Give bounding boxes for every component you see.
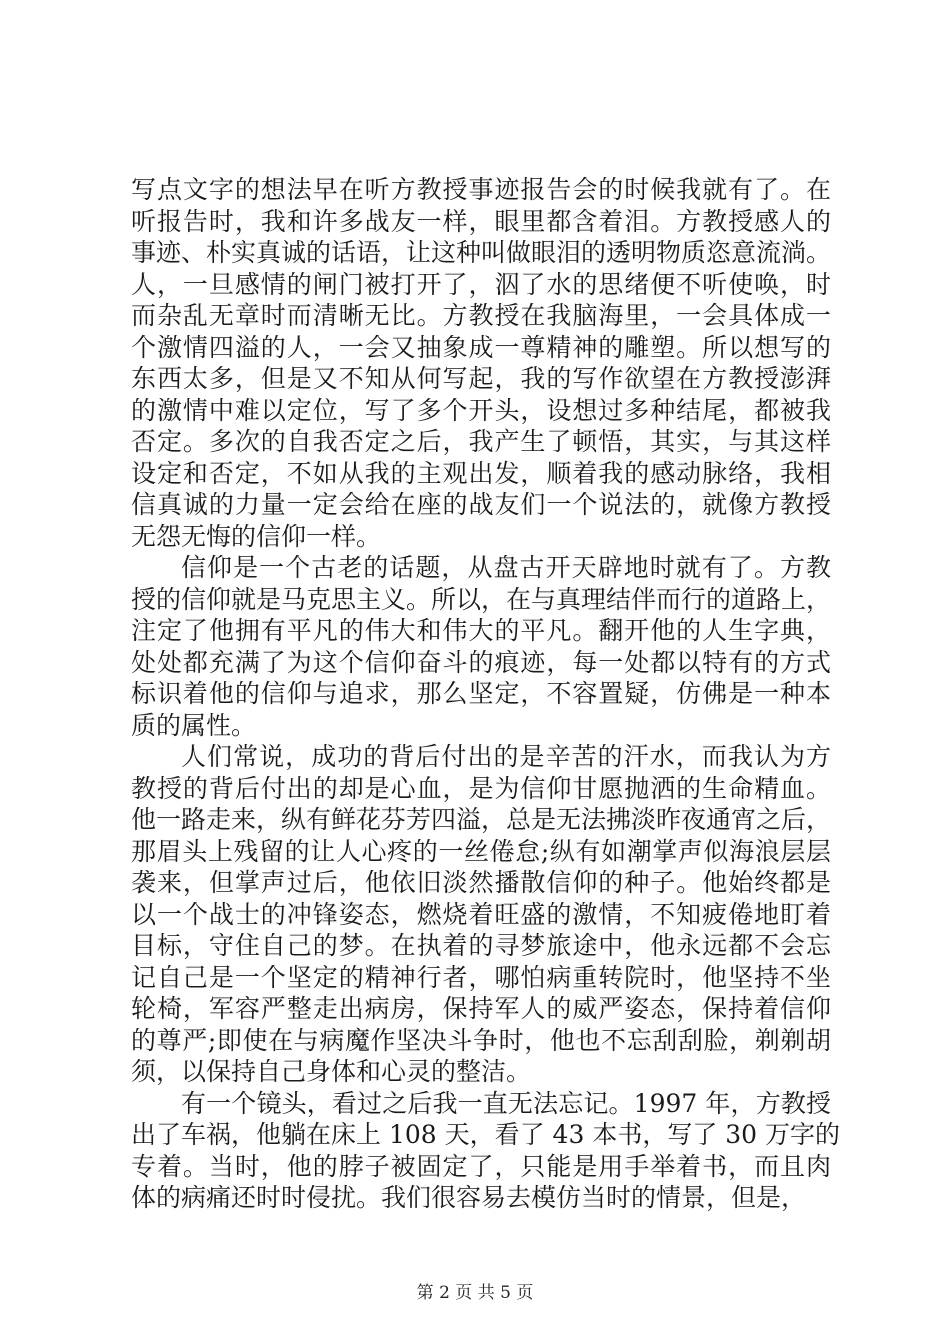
paragraph-line: 的尊严;即使在与病魔作坚决斗争时，他也不忘刮刮脸，剃剃胡 [131, 1025, 831, 1055]
paragraph-line: 以一个战士的冲锋姿态，燃烧着旺盛的激情，不知疲倦地盯着 [131, 899, 831, 929]
paragraph-line: 须，以保持自己身体和心灵的整洁。 [131, 1057, 532, 1086]
paragraph-line: 无怨无悔的信仰一样。 [131, 521, 382, 551]
paragraph-line: 否定。多次的自我否定之后，我产生了顿悟，其实，与其这样 [131, 427, 831, 456]
paragraph-line: 那眉头上残留的让人心疼的一丝倦怠;纵有如潮掌声似海浪层层 [131, 836, 831, 866]
paragraph-line: 人，一旦感情的闸门被打开了，泅了水的思绪便不听使唤，时 [131, 269, 831, 299]
paragraph-line: 而杂乱无章时而清晰无比。方教授在我脑海里，一会具体成一 [131, 301, 831, 330]
paragraph-line: 信真诚的力量一定会给在座的战友们一个说法的，就像方教授 [131, 490, 831, 519]
paragraph [131, 174, 831, 552]
page-footer: 第 2 页 共 5 页 [416, 1283, 534, 1303]
paragraph-line: 事迹、朴实真诚的话语，让这种叫做眼泪的透明物质恣意流淌。 [131, 238, 832, 267]
paragraph-line: 袭来，但掌声过后，他依旧淡然播散信仰的种子。他始终都是 [131, 868, 831, 897]
paragraph-line: 轮椅，军容严整走出病房，保持军人的威严姿态，保持着信仰 [131, 994, 831, 1023]
paragraph-line: 处处都充满了为这个信仰奋斗的痕迹，每一处都以特有的方式 [131, 647, 831, 677]
paragraph-line: 授的信仰就是马克思主义。所以，在与真理结伴而行的道路上， [131, 584, 832, 614]
paragraph-line: 质的属性。 [131, 710, 257, 740]
paragraph-line: 东西太多，但是又不知从何写起，我的写作欲望在方教授澎湃 [131, 364, 831, 393]
paragraph-line: 他一路走来，纵有鲜花芬芳四溢，总是无法拂淡昨夜通宵之后， [131, 805, 832, 834]
paragraph-line: 体的病痛还时时侵扰。我们很容易去模仿当时的情景，但是， [131, 1183, 807, 1212]
paragraph-line: 记自己是一个坚定的精神行者，哪怕病重转院时，他坚持不坐 [131, 962, 831, 992]
paragraph-line: 写点文字的想法早在听方教授事迹报告会的时候我就有了。在 [131, 175, 831, 204]
paragraph-line: 专着。当时，他的脖子被固定了，只能是用手举着书，而且肉 [131, 1151, 831, 1181]
paragraph-line: 目标，守住自己的梦。在执着的寻梦旅途中，他永远都不会忘 [131, 931, 831, 960]
paragraph-line: 听报告时，我和许多战友一样，眼里都含着泪。方教授感人的 [131, 206, 831, 236]
paragraph-line: 有一个镜头，看过之后我一直无法忘记。1997 年，方教授 [181, 1088, 831, 1118]
paragraph-line: 信仰是一个古老的话题，从盘古开天辟地时就有了。方教 [181, 553, 831, 582]
paragraph-line: 人们常说，成功的背后付出的是辛苦的汗水，而我认为方 [181, 742, 831, 771]
paragraph-line: 教授的背后付出的却是心血，是为信仰甘愿抛洒的生命精血。 [131, 773, 831, 803]
paragraph-line: 标识着他的信仰与追求，那么坚定，不容置疑，仿佛是一种本 [131, 679, 831, 708]
paragraph [131, 1088, 841, 1214]
paragraph-line: 个激情四溢的人，一会又抽象成一尊精神的雕塑。所以想写的 [131, 332, 831, 362]
paragraph-line: 的激情中难以定位，写了多个开头，设想过多种结尾，都被我 [131, 395, 831, 425]
paragraph-line: 出了车祸，他躺在床上 108 天，看了 43 本书，写了 30 万字的 [131, 1120, 841, 1149]
body-text [131, 174, 841, 1214]
paragraph [131, 741, 831, 1088]
paragraph-line: 设定和否定，不如从我的主观出发，顺着我的感动脉络，我相 [131, 458, 831, 488]
paragraph [131, 552, 831, 741]
paragraph-line: 注定了他拥有平凡的伟大和伟大的平凡。翻开他的人生字典， [131, 616, 831, 645]
